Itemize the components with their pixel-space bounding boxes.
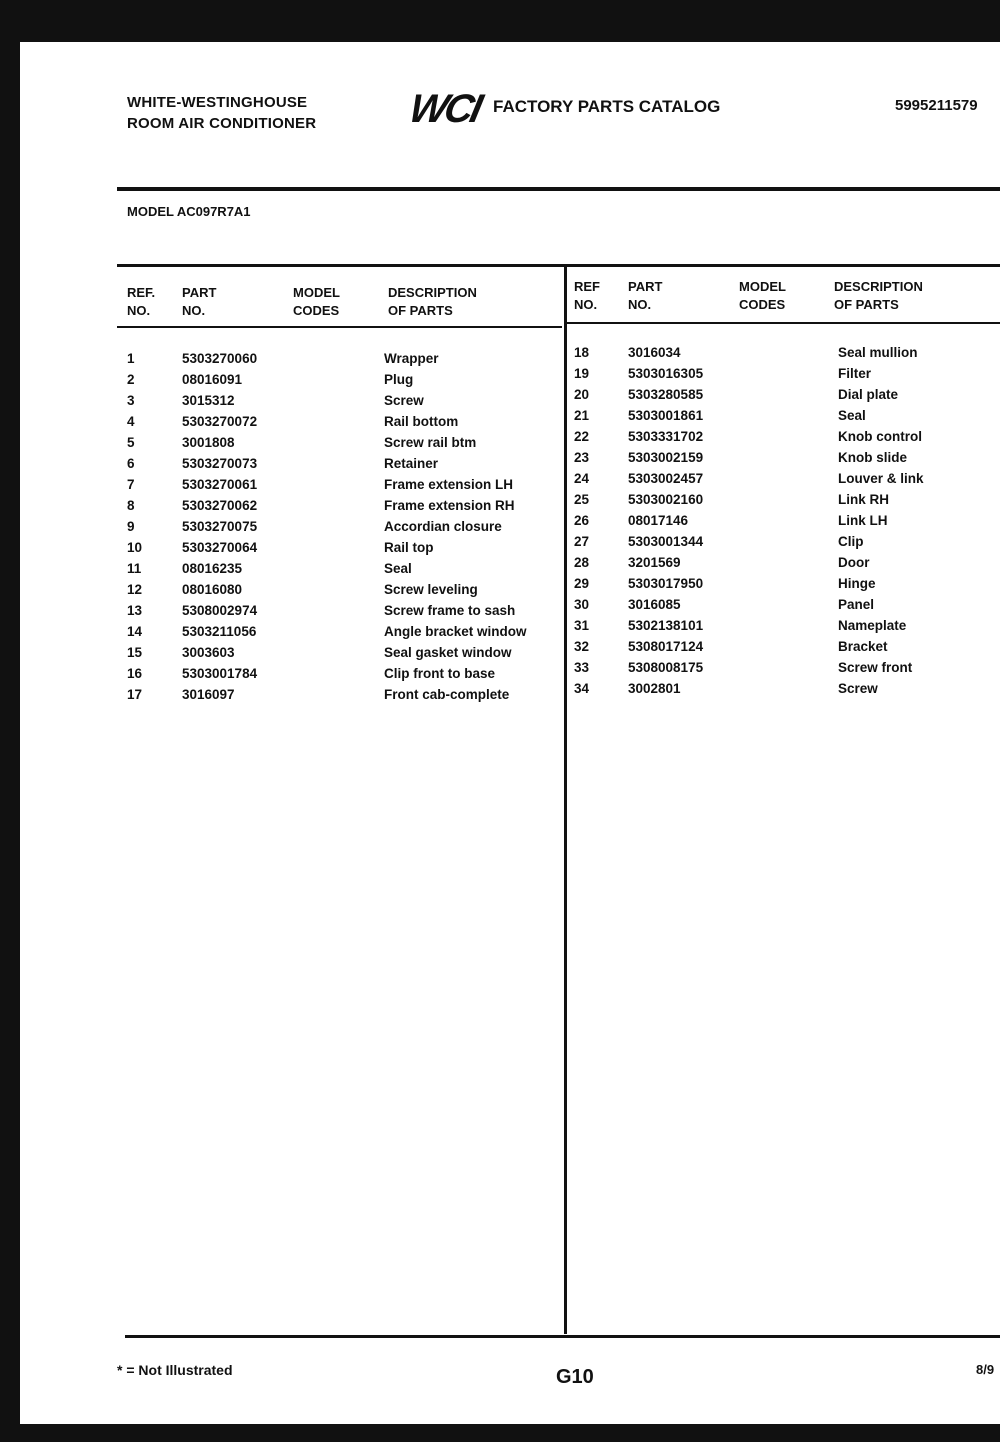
- description-cell: Rail top: [384, 540, 434, 555]
- description-cell: Bracket: [838, 639, 888, 654]
- ref-cell: 20: [574, 387, 590, 402]
- description-cell: Clip front to base: [384, 666, 495, 681]
- part-number-cell: 5303270061: [182, 477, 258, 492]
- ref-cell: 33: [574, 660, 590, 675]
- ref-cell: 31: [574, 618, 590, 633]
- ref-cell: 25: [574, 492, 590, 507]
- table-row: [127, 477, 562, 498]
- part-number-cell: 3002801: [628, 681, 681, 696]
- description-cell: Hinge: [838, 576, 876, 591]
- part-number-cell: 3015312: [182, 393, 235, 408]
- part-number-cell: 5308002974: [182, 603, 258, 618]
- ref-cell: 30: [574, 597, 590, 612]
- part-number-cell: 5308017124: [628, 639, 704, 654]
- ref-cell: 17: [127, 687, 143, 702]
- ref-cell: 8: [127, 498, 135, 513]
- description-cell: Screw front: [838, 660, 913, 675]
- ref-cell: 15: [127, 645, 143, 660]
- table-row: [574, 576, 994, 597]
- ref-cell: 23: [574, 450, 590, 465]
- brand-header: [127, 92, 316, 134]
- table-row: [574, 555, 994, 576]
- description-cell: Seal: [838, 408, 866, 423]
- column-divider: [564, 266, 567, 1334]
- table-row: [127, 414, 562, 435]
- ref-cell: 13: [127, 603, 143, 618]
- table-row: [574, 618, 994, 639]
- col-header-part-right: PART NO.: [628, 279, 663, 312]
- description-cell: Filter: [838, 366, 872, 381]
- part-number-cell: 3016034: [628, 345, 681, 360]
- part-number-cell: 5303280585: [628, 387, 704, 402]
- table-row: [574, 660, 994, 681]
- part-number-cell: 3016085: [628, 597, 681, 612]
- doc-number: 5995211579: [895, 97, 978, 114]
- description-cell: Rail bottom: [384, 414, 459, 429]
- ref-cell: 28: [574, 555, 590, 570]
- table-row: [574, 366, 994, 387]
- ref-cell: 34: [574, 681, 590, 696]
- catalog-title: FACTORY PARTS CATALOG: [493, 97, 721, 116]
- description-cell: Clip: [838, 534, 864, 549]
- col-header-model-codes-right: MODEL CODES: [739, 279, 786, 312]
- description-cell: Wrapper: [384, 351, 439, 366]
- part-number-cell: 08017146: [628, 513, 689, 528]
- description-cell: Knob control: [838, 429, 922, 444]
- description-cell: Retainer: [384, 456, 439, 471]
- table-row: [574, 597, 994, 618]
- description-cell: Panel: [838, 597, 875, 612]
- wci-logo: WCI: [405, 87, 484, 131]
- description-cell: Screw leveling: [384, 582, 478, 597]
- table-row: [127, 624, 562, 645]
- col-header-description-right: DESCRIPTION OF PARTS: [834, 279, 923, 312]
- ref-cell: 4: [127, 414, 135, 429]
- description-cell: Louver & link: [838, 471, 924, 486]
- part-number-cell: 08016235: [182, 561, 243, 576]
- ref-cell: 19: [574, 366, 590, 381]
- part-number-cell: 5303270075: [182, 519, 258, 534]
- description-cell: Screw rail btm: [384, 435, 477, 450]
- description-cell: Seal gasket window: [384, 645, 512, 660]
- ref-cell: 10: [127, 540, 143, 555]
- footnote: * = Not Illustrated: [117, 1362, 233, 1378]
- ref-cell: 32: [574, 639, 590, 654]
- brand-line-2: ROOM AIR CONDITIONER: [127, 115, 317, 132]
- table-row: [127, 540, 562, 561]
- part-number-cell: 5303270062: [182, 498, 258, 513]
- footer-rule: [125, 1335, 1000, 1338]
- ref-cell: 5: [127, 435, 135, 450]
- ref-cell: 26: [574, 513, 590, 528]
- table-row: [127, 603, 562, 624]
- table-row: [574, 345, 994, 366]
- table-top-rule: [117, 264, 1000, 267]
- part-number-cell: 3001808: [182, 435, 235, 450]
- part-number-cell: 5308008175: [628, 660, 704, 675]
- table-row: [127, 456, 562, 477]
- ref-cell: 24: [574, 471, 590, 486]
- part-number-cell: 5303016305: [628, 366, 704, 381]
- parts-catalog-page: [20, 42, 1000, 1424]
- part-number-cell: 08016080: [182, 582, 243, 597]
- ref-cell: 14: [127, 624, 143, 639]
- part-number-cell: 5303270060: [182, 351, 258, 366]
- ref-cell: 6: [127, 456, 135, 471]
- col-header-model-codes: MODEL CODES: [293, 285, 340, 318]
- table-row: [127, 393, 562, 414]
- table-row: [127, 498, 562, 519]
- description-cell: Dial plate: [838, 387, 899, 402]
- description-cell: Link RH: [838, 492, 890, 507]
- description-cell: Screw frame to sash: [384, 603, 516, 618]
- description-cell: Plug: [384, 372, 414, 387]
- table-row: [574, 471, 994, 492]
- ref-cell: 18: [574, 345, 590, 360]
- table-row: [127, 351, 562, 372]
- part-number-cell: 5303017950: [628, 576, 704, 591]
- ref-cell: 9: [127, 519, 135, 534]
- table-row: [127, 666, 562, 687]
- part-number-cell: 5302138101: [628, 618, 704, 633]
- table-row: [574, 450, 994, 471]
- table-row: [127, 687, 562, 708]
- ref-cell: 21: [574, 408, 590, 423]
- col-header-ref-right: REF NO.: [574, 279, 600, 312]
- part-number-cell: 5303270073: [182, 456, 258, 471]
- table-row: [574, 387, 994, 408]
- description-cell: Seal: [384, 561, 412, 576]
- description-cell: Knob slide: [838, 450, 908, 465]
- part-number-cell: 5303270072: [182, 414, 258, 429]
- header-underline-right: [566, 322, 1000, 324]
- ref-cell: 29: [574, 576, 590, 591]
- table-row: [574, 492, 994, 513]
- table-row: [127, 519, 562, 540]
- part-number-cell: 5303001861: [628, 408, 704, 423]
- parts-list-right: [574, 345, 994, 702]
- model-label: MODEL AC097R7A1: [127, 204, 251, 219]
- part-number-cell: 3016097: [182, 687, 235, 702]
- description-cell: Frame extension RH: [384, 498, 515, 513]
- ref-cell: 12: [127, 582, 143, 597]
- header-underline-left: [117, 326, 562, 328]
- description-cell: Link LH: [838, 513, 888, 528]
- col-header-part: PART NO.: [182, 285, 217, 318]
- part-number-cell: 3003603: [182, 645, 235, 660]
- ref-cell: 2: [127, 372, 135, 387]
- description-cell: Screw: [384, 393, 424, 408]
- table-row: [127, 645, 562, 666]
- part-number-cell: 5303331702: [628, 429, 704, 444]
- table-row: [127, 561, 562, 582]
- table-row: [574, 681, 994, 702]
- part-number-cell: 3201569: [628, 555, 681, 570]
- description-cell: Nameplate: [838, 618, 907, 633]
- part-number-cell: 08016091: [182, 372, 243, 387]
- ref-cell: 7: [127, 477, 135, 492]
- footer-date: 8/9: [976, 1362, 995, 1377]
- description-cell: Front cab-complete: [384, 687, 510, 702]
- part-number-cell: 5303001344: [628, 534, 704, 549]
- header-rule: [117, 187, 1000, 191]
- col-header-description: DESCRIPTION OF PARTS: [388, 285, 477, 318]
- table-row: [574, 534, 994, 555]
- table-row: [574, 513, 994, 534]
- part-number-cell: 5303002159: [628, 450, 704, 465]
- parts-list-left: [127, 351, 562, 708]
- brand-line-1: WHITE-WESTINGHOUSE: [127, 94, 308, 111]
- page-number: G10: [556, 1366, 594, 1388]
- table-row: [127, 372, 562, 393]
- ref-cell: 3: [127, 393, 135, 408]
- part-number-cell: 5303211056: [182, 624, 257, 639]
- table-row: [127, 435, 562, 456]
- part-number-cell: 5303002457: [628, 471, 704, 486]
- description-cell: Accordian closure: [384, 519, 502, 534]
- description-cell: Angle bracket window: [384, 624, 527, 639]
- description-cell: Door: [838, 555, 870, 570]
- table-row: [127, 582, 562, 603]
- description-cell: Seal mullion: [838, 345, 918, 360]
- ref-cell: 1: [127, 351, 135, 366]
- col-header-ref: REF. NO.: [127, 285, 156, 318]
- table-row: [574, 429, 994, 450]
- ref-cell: 27: [574, 534, 590, 549]
- table-row: [574, 408, 994, 429]
- part-number-cell: 5303270064: [182, 540, 258, 555]
- ref-cell: 22: [574, 429, 590, 444]
- description-cell: Screw: [838, 681, 878, 696]
- ref-cell: 16: [127, 666, 143, 681]
- ref-cell: 11: [127, 561, 142, 576]
- description-cell: Frame extension LH: [384, 477, 514, 492]
- part-number-cell: 5303002160: [628, 492, 704, 507]
- part-number-cell: 5303001784: [182, 666, 258, 681]
- table-row: [574, 639, 994, 660]
